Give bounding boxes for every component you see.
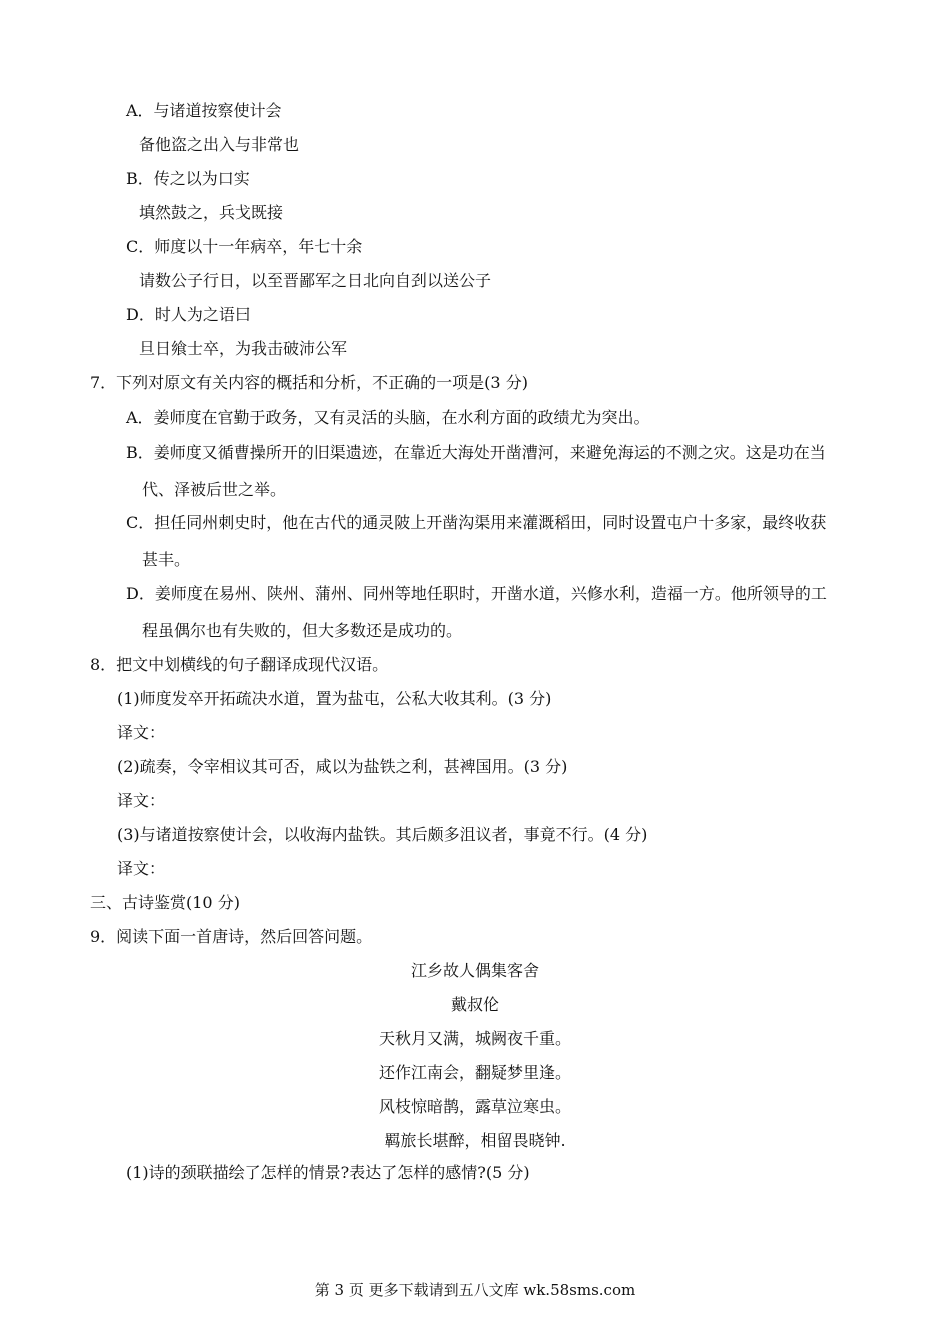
q7-option-a: A．姜师度在官勤于政务，又有灵活的头脑，在水利方面的政绩尤为突出。: [126, 408, 650, 427]
poem-line-1: 天秋月又满，城阙夜千重。: [378, 1029, 571, 1048]
q8-sentence-2: (2)疏奏，令宰相议其可否，咸以为盐铁之利，甚裨国用。(3 分): [117, 757, 568, 776]
q6-option-c-line2: 请数公子行日，以至晋鄙军之日北向自刭以送公子: [139, 271, 492, 290]
poem-line-4: 羁旅长堪醉，相留畏晓钟.: [384, 1131, 566, 1150]
q6-option-a-line2: 备他盗之出入与非常也: [139, 135, 300, 154]
q7-option-d-line2: 程虽偶尔也有失败的，但大多数还是成功的。: [142, 621, 463, 640]
poem-line-3: 风枝惊暗鹊，露草泣寒虫。: [378, 1097, 571, 1116]
poem-title: 江乡故人偶集客舍: [410, 961, 539, 980]
q8-translation-label-1: 译文：: [117, 723, 166, 742]
q6-option-a-line1: A．与诸道按察使计会: [126, 101, 282, 120]
q7-option-c-line1: C．担任同州刺史时，他在古代的通灵陂上开凿沟渠用来灌溉稻田，同时设置屯户十多家，最终收获: [126, 513, 827, 532]
q8-stem: 8．把文中划横线的句子翻译成现代汉语。: [90, 655, 389, 674]
q8-sentence-1: (1)师度发卒开拓疏决水道，置为盐屯，公私大收其利。(3 分): [117, 689, 552, 708]
q8-translation-label-2: 译文：: [117, 791, 166, 810]
q6-option-b-line1: B．传之以为口实: [126, 169, 250, 188]
q7-stem: 7．下列对原文有关内容的概括和分析，不正确的一项是(3 分): [90, 373, 528, 392]
q6-option-c-line1: C．师度以十一年病卒，年七十余: [126, 237, 363, 256]
q9-subquestion-1: (1)诗的颈联描绘了怎样的情景?表达了怎样的感情?(5 分): [126, 1163, 530, 1182]
q7-option-d-line1: D．姜师度在易州、陕州、蒲州、同州等地任职时，开凿水道，兴修水利，造福一方。他所领导的工: [126, 584, 827, 603]
q6-option-d-line2: 旦日飨士卒，为我击破沛公军: [139, 339, 348, 358]
q7-option-b-line1: B．姜师度又循曹操所开的旧渠遗迹，在靠近大海处开凿漕河，来避免海运的不测之灾。这是功在当: [126, 443, 826, 462]
q8-sentence-3: (3)与诸道按察使计会，以收海内盐铁。其后颇多沮议者，事竟不行。(4 分): [117, 825, 648, 844]
section-3-heading: 三、古诗鉴赏(10 分): [90, 893, 240, 912]
q9-stem: 9．阅读下面一首唐诗，然后回答问题。: [90, 927, 373, 946]
q7-option-c-line2: 甚丰。: [142, 550, 191, 569]
q7-option-b-line2: 代、泽被后世之举。: [142, 480, 287, 499]
q6-option-d-line1: D．时人为之语曰: [126, 305, 251, 324]
poem-author: 戴叔伦: [450, 995, 499, 1014]
q8-translation-label-3: 译文：: [117, 859, 166, 878]
poem-line-2: 还作江南会，翻疑梦里逢。: [378, 1063, 571, 1082]
q6-option-b-line2: 填然鼓之，兵戈既接: [139, 203, 284, 222]
page-footer: 第 3 页 更多下载请到五八文库 wk.58sms.com: [314, 1281, 636, 1299]
